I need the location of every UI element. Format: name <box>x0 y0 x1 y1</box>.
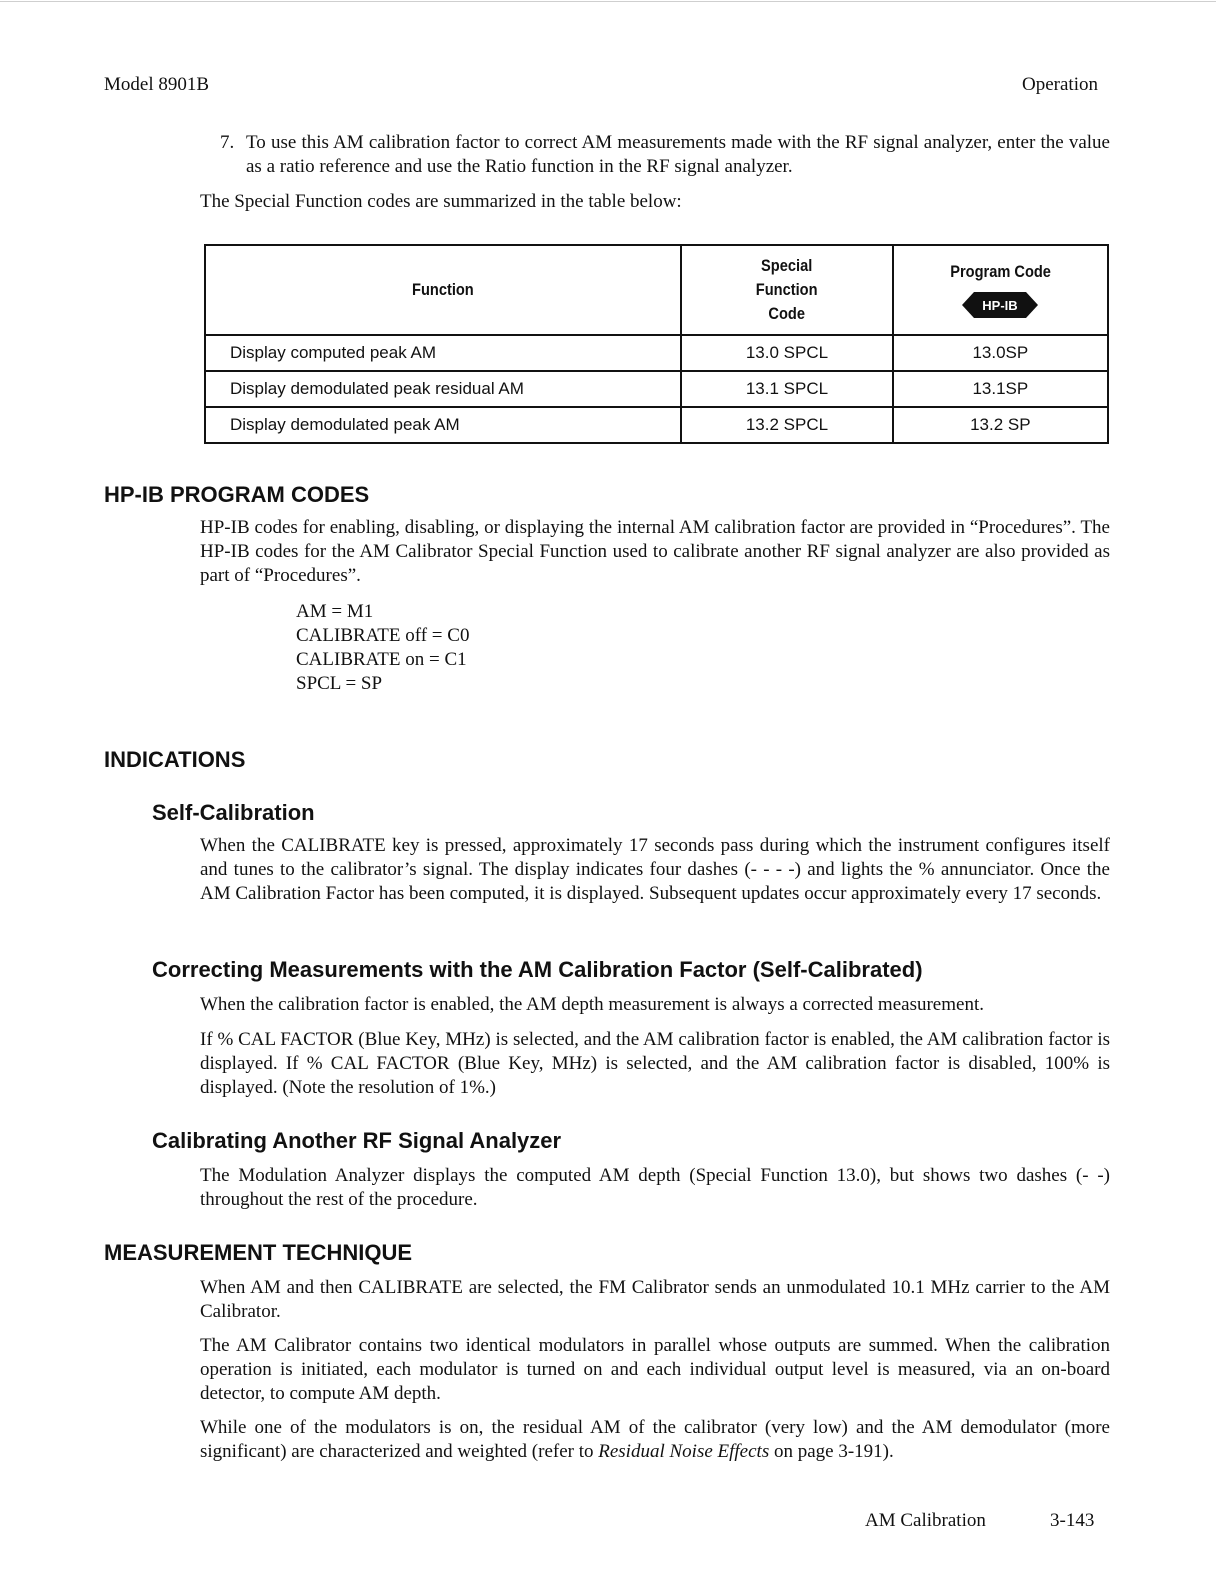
hpib-paragraph: HP-IB codes for enabling, disabling, or displaying the internal AM calibration factor are provided in “Procedures”. The HP-IB codes for the AM Calibrator Special Function used to calibrate another RF signal analyzer are also provided as part of “Procedures”. <box>200 517 1110 586</box>
hpib-code-list <box>296 600 469 696</box>
cell-special-code: 13.0 SPCL <box>681 335 892 371</box>
cell-function: Display demodulated peak AM <box>205 407 681 443</box>
footer-section-title: AM Calibration <box>865 1510 986 1531</box>
table-row <box>205 371 1108 407</box>
footer-page-number: 3-143 <box>1050 1510 1095 1531</box>
cell-function: Display computed peak AM <box>205 335 681 371</box>
technique-paragraph-3: While one of the modulators is on, the residual AM of the calibrator (very low) and the AM demodulator (more significant) are characterized and weighted (refer to Residual Noise Effects on page 3-191). <box>200 1417 1110 1462</box>
residual-noise-reference: Residual Noise Effects <box>598 1441 770 1462</box>
heading-measurement-technique: MEASUREMENT TECHNIQUE <box>104 1240 413 1265</box>
step-text: To use this AM calibration factor to correct AM measurements made with the RF signal analyzer, enter the value as a ratio reference and use the Ratio function in the RF signal analyzer. <box>246 132 1110 177</box>
hpib-badge-label: HP-IB <box>982 298 1019 313</box>
self-calibration-paragraph: When the CALIBRATE key is pressed, approximately 17 seconds pass during which the instrument configures itself and tunes to the calibrator’s signal. The display indicates four dashes (- - - -) and lights the % annunciator. Once the AM Calibration Factor has been computed, it is displayed. Subsequent updates occur approximately every 17 seconds. <box>200 835 1110 904</box>
code-item: AM = M1 <box>296 601 374 622</box>
header-model: Model 8901B <box>104 74 210 95</box>
code-item: CALIBRATE off = C0 <box>296 625 470 646</box>
cell-function: Display demodulated peak residual AM <box>205 371 681 407</box>
correcting-paragraph-1: When the calibration factor is enabled, the AM depth measurement is always a corrected measurement. <box>200 994 984 1015</box>
step-number: 7. <box>220 132 235 153</box>
step-7 <box>220 131 1110 179</box>
header-special-function-code: Special Function Code <box>681 245 892 335</box>
cell-program-code: 13.0SP <box>893 335 1108 371</box>
page-top-rule <box>0 1 1216 2</box>
hpib-badge-icon <box>962 290 1038 320</box>
heading-hpib-program-codes: HP-IB PROGRAM CODES <box>104 482 370 507</box>
correcting-paragraph-2: If % CAL FACTOR (Blue Key, MHz) is selected, and the AM calibration factor is enabled, the AM calibration factor is displayed. If % CAL FACTOR (Blue Key, MHz) is selected, and the AM calibration factor is disabled, 100% is displayed. (Note the resolution of 1%.) <box>200 1029 1110 1098</box>
table-row <box>205 407 1108 443</box>
cell-special-code: 13.2 SPCL <box>681 407 892 443</box>
table-header-row <box>205 245 1108 335</box>
technique-paragraph-1: When AM and then CALIBRATE are selected, the FM Calibrator sends an unmodulated 10.1 MHz carrier to the AM Calibrator. <box>200 1277 1110 1322</box>
table-row <box>205 335 1108 371</box>
cell-special-code: 13.1 SPCL <box>681 371 892 407</box>
heading-calibrating-another: Calibrating Another RF Signal Analyzer <box>152 1128 562 1153</box>
technique-paragraph-2: The AM Calibrator contains two identical modulators in parallel whose outputs are summed. When the calibration operation is initiated, each modulator is turned on and each individual output level is measured, via an on-board detector, to compute AM depth. <box>200 1335 1110 1404</box>
calibrating-another-paragraph: The Modulation Analyzer displays the computed AM depth (Special Function 13.0), but shows two dashes (- -) throughout the rest of the procedure. <box>200 1165 1110 1210</box>
table-intro: The Special Function codes are summarized in the table below: <box>200 191 682 212</box>
heading-self-calibration: Self-Calibration <box>152 800 315 825</box>
special-function-table <box>204 244 1109 444</box>
header-program-code: Program Code HP-IB <box>893 245 1108 335</box>
cell-program-code: 13.1SP <box>893 371 1108 407</box>
code-item: CALIBRATE on = C1 <box>296 649 467 670</box>
code-item: SPCL = SP <box>296 673 383 694</box>
heading-correcting-measurements: Correcting Measurements with the AM Calibration Factor (Self-Calibrated) <box>152 957 923 982</box>
cell-program-code: 13.2 SP <box>893 407 1108 443</box>
header-function: Function <box>205 245 681 335</box>
heading-indications: INDICATIONS <box>104 747 246 772</box>
header-section: Operation <box>1022 74 1098 95</box>
